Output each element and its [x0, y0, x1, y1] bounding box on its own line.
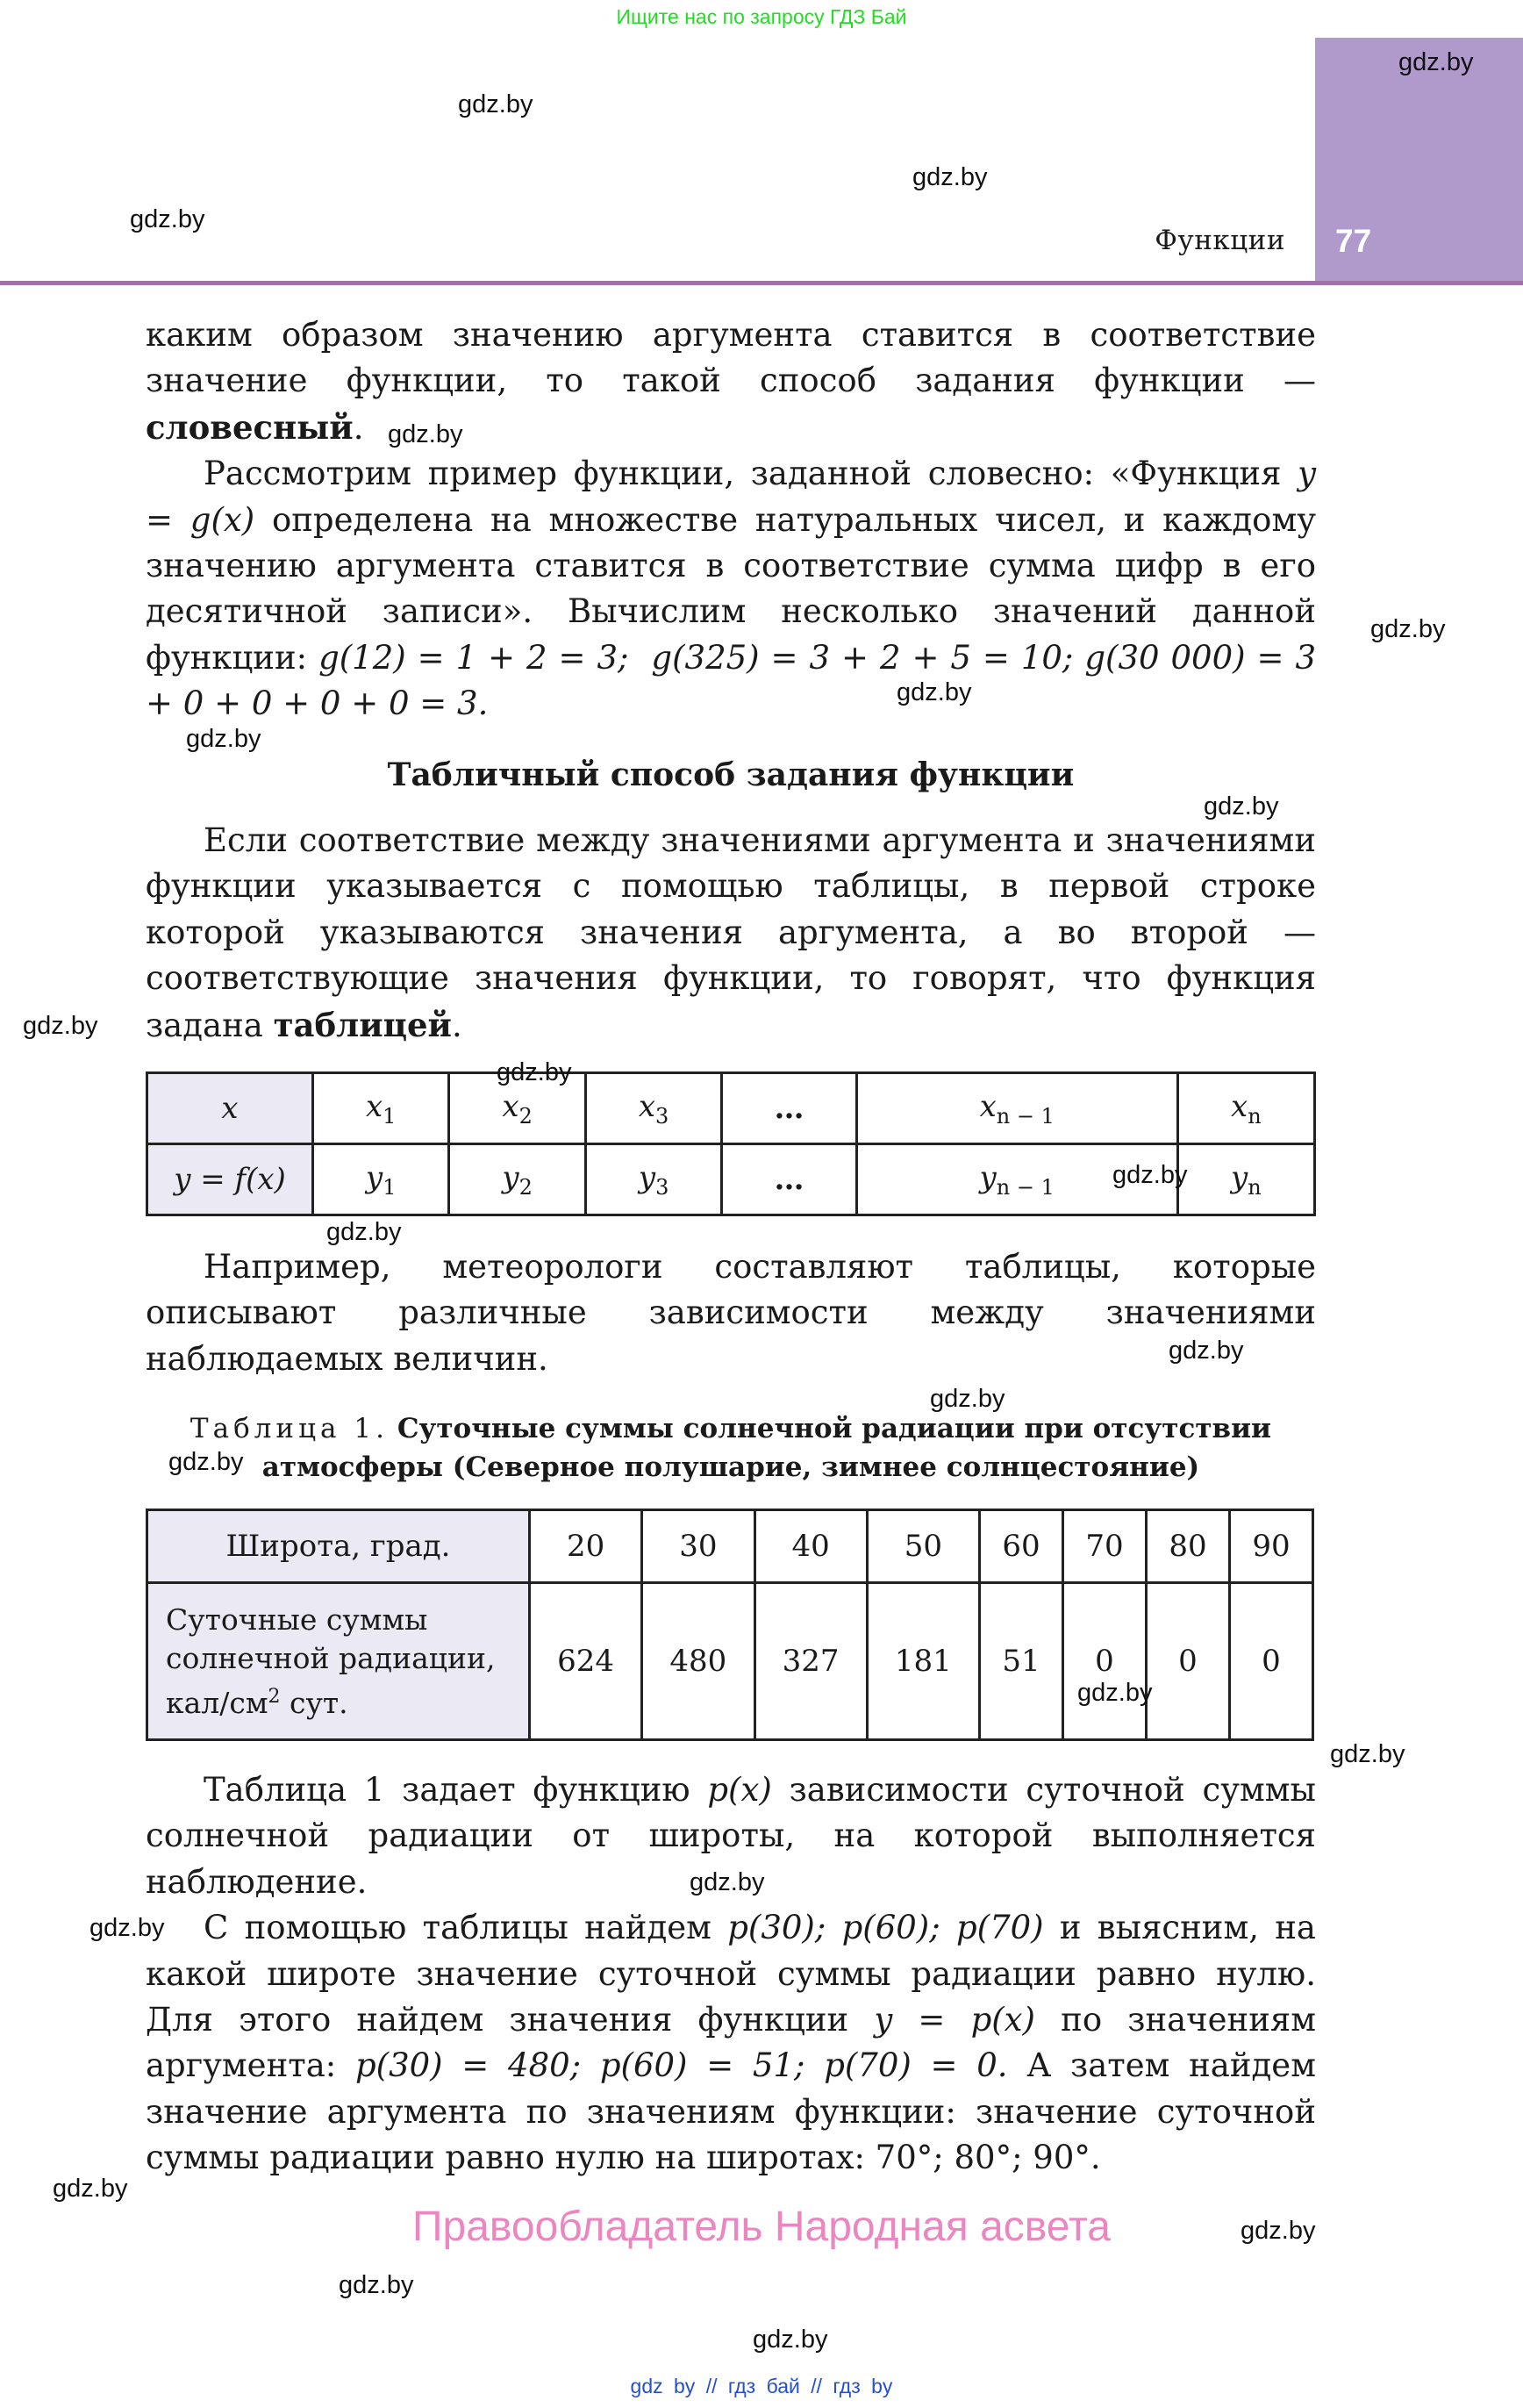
watermark: gdz.by [753, 2326, 828, 2354]
copyright-notice: Правообладатель Народная асвета [412, 2204, 1111, 2250]
watermark: gdz.by [1398, 48, 1474, 76]
table-row [147, 1510, 1313, 1583]
table-header-cell: Суточные суммы солнечной радиации, кал/$см^2$ сут. [147, 1583, 530, 1740]
table-cell: $y_2$ [449, 1144, 585, 1215]
watermark: gdz.by [1077, 1679, 1153, 1707]
header-rule [0, 281, 1523, 285]
watermark: gdz.by [912, 163, 988, 191]
table-cell: $y_1$ [313, 1144, 449, 1215]
watermark: gdz.by [89, 1914, 165, 1942]
table-cell: $x_3$ [585, 1073, 721, 1144]
table-cell: $y_{n - 1}$ [856, 1144, 1177, 1215]
watermark: gdz.by [1204, 792, 1279, 821]
table-cell: $x_2$ [449, 1073, 585, 1144]
body-text-top [146, 312, 1316, 727]
table-cell: 0 [1147, 1583, 1230, 1740]
table-cell: $x_{n - 1}$ [856, 1073, 1177, 1144]
watermark: gdz.by [339, 2271, 414, 2299]
table-cell: 40 [754, 1510, 867, 1583]
watermark: gdz.by [897, 678, 972, 706]
body-text-bottom [146, 1767, 1316, 2182]
table-row [147, 1073, 1315, 1144]
body-text-mid [146, 818, 1316, 1049]
top-banner: Ищите нас по запросу ГДЗ Бай [616, 5, 907, 28]
table-cell: 0 [1063, 1583, 1147, 1740]
watermark: gdz.by [1112, 1161, 1188, 1189]
paragraph-5: Таблица 1 задает функцию p(x) зависимости суточной суммы солнечной радиации от широты, на которой выполняется наблюдение. [146, 1771, 1316, 1901]
table-cell: … [722, 1073, 856, 1144]
table-row [147, 1583, 1313, 1740]
watermark: gdz.by [1169, 1337, 1244, 1365]
table-cell: … [722, 1144, 856, 1215]
table-cell: $x_1$ [313, 1073, 449, 1144]
table-cell: 70 [1063, 1510, 1147, 1583]
footer-links[interactable]: gdz by // гдз бай // гдз by [630, 2375, 893, 2397]
table-cell: 50 [867, 1510, 979, 1583]
watermark: gdz.by [23, 1012, 98, 1040]
table-cell: 90 [1230, 1510, 1313, 1583]
watermark: gdz.by [326, 1218, 402, 1246]
paragraph-4: Например, метеорологи составляют таблицы, которые описывают различные зависимости между значениями наблюдаемых величин. [146, 1248, 1316, 1378]
watermark: gdz.by [168, 1448, 244, 1476]
paragraph-1: каким образом значению аргумента ставится в соответствие значение функции, то такой способ задания функции — словесный. [146, 316, 1316, 447]
table-cell: 30 [642, 1510, 754, 1583]
table-cell: 80 [1147, 1510, 1230, 1583]
paragraph-6: С помощью таблицы найдем p(30); p(60); p(70) и выясним, на какой широте значение суточной суммы радиации равно нулю. Для этого найдем значения функции y = p(x) по значениям аргумента: p(30) = 480; p(60) = 51; p(70) = 0. А затем найдем значение аргумента по значениям функции: значение суточной суммы радиации равно нулю на широтах: 70°; 80°; 90°. [146, 1909, 1316, 2177]
table-cell: y = f(x) [147, 1144, 313, 1215]
table-cell: 624 [530, 1583, 642, 1740]
table-cell: 181 [867, 1583, 979, 1740]
table-caption: Таблица 1. Суточные суммы солнечной радиации при отсутствии атмосферы (Северное полушарие, зимнее солнцестояние) [189, 1413, 1272, 1483]
table-cell: 51 [980, 1583, 1063, 1740]
table-cell: 60 [980, 1510, 1063, 1583]
paragraph-3: Если соответствие между значениями аргумента и значениями функции указывается с помощью таблицы, в первой строке которой указываются значения аргумента, а во второй — соответствующие значения функции, то говорят, что функция задана таблицей. [146, 821, 1316, 1044]
generic-function-table [146, 1071, 1316, 1216]
table-cell: $y_n$ [1177, 1144, 1314, 1215]
table-cell: $x_n$ [1177, 1073, 1314, 1144]
watermark: gdz.by [1241, 2217, 1316, 2245]
watermark: gdz.by [458, 90, 533, 118]
watermark: gdz.by [53, 2175, 128, 2203]
watermark: gdz.by [186, 725, 261, 753]
body-text-example [146, 1244, 1316, 1382]
table-cell: 20 [530, 1510, 642, 1583]
table-cell: $y_3$ [585, 1144, 721, 1215]
watermark: gdz.by [497, 1058, 572, 1086]
section-heading: Табличный способ задания функции [387, 756, 1075, 793]
watermark: gdz.by [388, 420, 463, 448]
table-cell: 0 [1230, 1583, 1313, 1740]
watermark: gdz.by [1370, 615, 1446, 643]
table-cell: x [147, 1073, 313, 1144]
table-header-cell: Широта, град. [147, 1510, 530, 1583]
watermark: gdz.by [130, 205, 205, 233]
page-number: 77 [1335, 223, 1372, 259]
running-head: Функции [1155, 225, 1285, 256]
table-cell: 327 [754, 1583, 867, 1740]
table-cell: 480 [642, 1583, 754, 1740]
watermark: gdz.by [1330, 1740, 1405, 1768]
watermark: gdz.by [930, 1385, 1005, 1413]
paragraph-2: Рассмотрим пример функции, заданной словесно: «Функция y = g(x) определена на множестве натуральных чисел, и каждому значению аргумента ставится в соответствие сумма цифр в его десятичной записи». Вычислим несколько значений данной функции: g(12) = 1 + 2 = 3; g(325) = 3 + 2 + 5 = 10; g(30 000) = 3 + 0 + 0 + 0 + 0 = 3. [146, 455, 1317, 723]
watermark: gdz.by [690, 1868, 765, 1896]
